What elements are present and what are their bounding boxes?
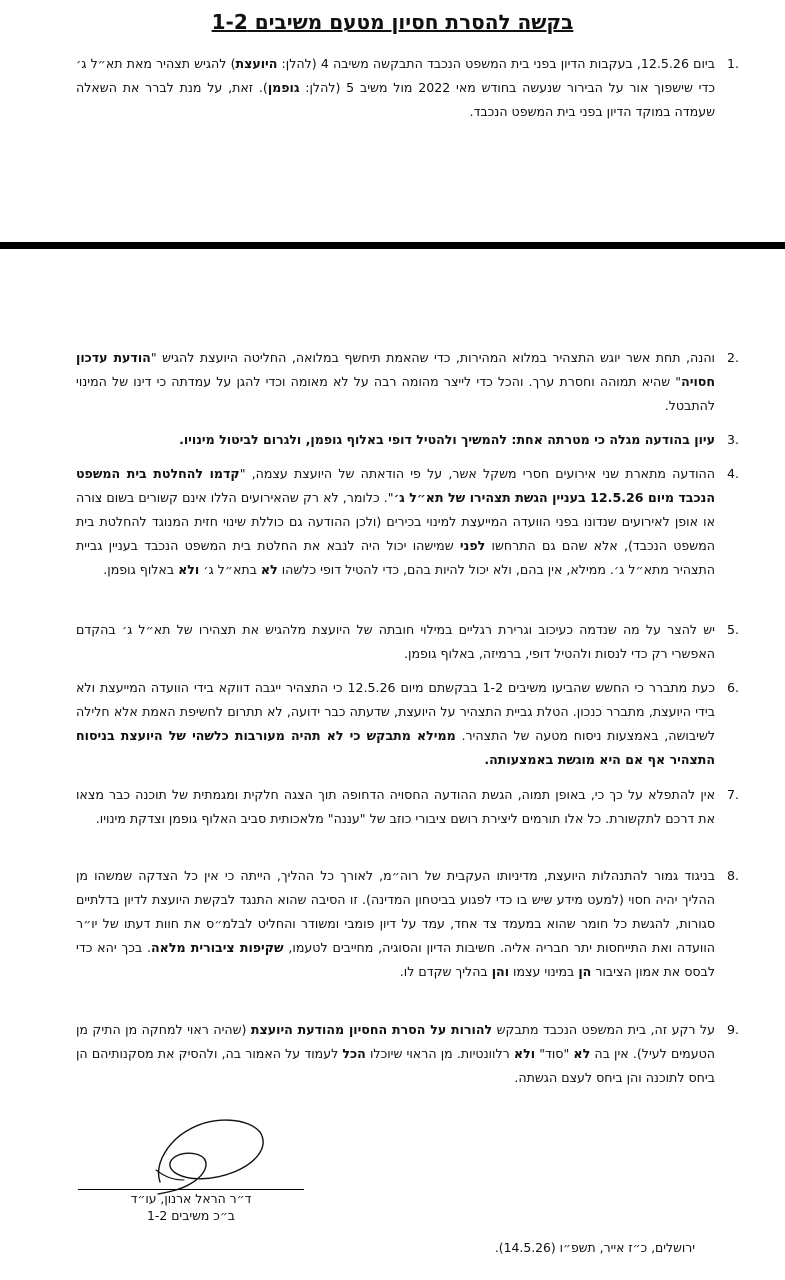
bold-text-segment: הן (578, 964, 592, 979)
bold-text-segment: לא (260, 562, 278, 577)
text-segment: על רקע זה, בית המשפט הנכבד מתבקש (492, 1022, 716, 1037)
paragraph-text (76, 618, 715, 666)
text-segment: יש להצר על מה שנדמה כעיכוב וגרירת רגליים במילוי חובתה של היועצת מלהגיש את תצהירו של תא״ל ג׳ בהקדם האפשרי רק כדי לנסות ולהטיל דופי, ברמיזה, באלוף גופמן. (76, 622, 715, 661)
signatory-role: ב״כ משיבים 1-2 (147, 1208, 235, 1223)
text-segment: במינוי עצמו (509, 964, 579, 979)
bold-text-segment: גופמן (267, 80, 300, 95)
paragraph-text (76, 676, 715, 772)
handwritten-signature (150, 1110, 270, 1195)
paragraph-text (76, 462, 715, 582)
paragraph-text (76, 52, 715, 124)
paragraph-number: .9 (727, 1022, 740, 1037)
bold-text-segment: ולא (178, 562, 200, 577)
text-segment: ). זאת, על מנת לברר את השאלה שעמדה במוקד הדיון בפני בית המשפט הנכבד. (76, 80, 715, 119)
paragraph-2 (76, 346, 740, 418)
bold-text-segment: להורות על הסרת החסיון מהודעת היועצת (250, 1022, 493, 1037)
text-segment: "סוד" (535, 1046, 574, 1061)
bold-text-segment: הכל (342, 1046, 366, 1061)
paragraph-number: .5 (727, 622, 740, 637)
bold-text-segment: עיון בהודעה מגלה כי מטרתה אחת: להמשיך ולהטיל דופי באלוף גופמן, ולגרום לביטול מינויו. (179, 432, 715, 447)
text-segment: . בכך יהא כדי לבסס את אמון הציבור (76, 940, 715, 979)
text-segment: אין להתפלא על כך כי, באופן תמוה, הגשת ההודעה החסויה הדחופה תוך הצגה חלקית ומגמתית של תוכנה כבר מצאו את דרכם לתקשורת. כל אלו תורמים ליצירת רושם ציבורי כוזב של "עננה" מלאכותית סביב האלוף גופמן וצדקת מינויו. (76, 787, 715, 826)
paragraph-6 (76, 676, 740, 772)
bold-text-segment: הודעת עדכון חסויה (76, 350, 715, 389)
paragraph-number: .6 (727, 680, 740, 695)
text-segment: בתא״ל ג׳ (199, 562, 261, 577)
bold-text-segment: היועצת (235, 56, 278, 71)
bold-text-segment: קדמו להחלטת בית המשפט הנכבד מיום 12.5.26 בעניין הגשת תצהירו של תא״ל ג׳ (76, 466, 715, 505)
paragraph-number: .8 (727, 868, 740, 883)
text-segment: ) להגיש תצהיר מאת תא״ל ג׳ כדי שישפוך אור על הבירור שנעשה בחודש מאי 2022 מול משיב 5 (להלן: (76, 56, 715, 95)
paragraph-4 (76, 462, 740, 582)
bold-text-segment: לא (573, 1046, 591, 1061)
text-segment: באלוף גופמן. (103, 562, 179, 577)
paragraph-text (76, 428, 715, 452)
bold-text-segment: ולא (513, 1046, 536, 1061)
text-segment: בניגוד גמור להתנהלות היועצת, מדיניותו העקבית של רוה״מ, לאורך כל ההליך, הייתה כי אין כל הצדקה שמשהו מן ההליך יהיה חסוי (למעט מידע שיש בו כדי לפגוע בביטחון המדינה). זו הסיבה שהוא התנגד לבקשת היועצת לדיון בדלתיים סגורות, להגשת כל חומר שהוא במעמד צד אחד, עמד על דיון פומבי ומשודר והחליט לבלמ״ס את חוות דעתו של יו״ר הוועדה ואת התייחסות יתר חבריה אליה. חשיבות הדיון והסוגיה, מחייבים לטעמו, (76, 868, 716, 955)
bold-text-segment: והן (491, 964, 510, 979)
text-segment: ביום 12.5.26, בעקבות הדיון בפני בית המשפט הנכבד התבקשה משיבה 4 (להלן: (277, 56, 715, 71)
bold-text-segment: לפני (459, 538, 486, 553)
text-segment: והנה, תחת אשר יוגש התצהיר במלוא המהירות, כדי שהאמת תיחשף במלואה, החליטה היועצת להגיש " (150, 350, 715, 365)
paragraph-1 (76, 52, 740, 124)
bold-text-segment: ממילא מתבקש כי לא תהיה מעורבות כלשהי של היועצת בניסוח התצהיר אף אם היא מוגשת באמצעותה. (76, 728, 715, 767)
signatory-name: ד״ר הראל ארנון, עו״ד (130, 1191, 252, 1206)
paragraph-text (76, 346, 715, 418)
paragraph-number: .2 (727, 350, 740, 365)
text-segment: שמישהו יכול היה לנבא את החלטת בית המשפט הנכבד בעניין גביית התצהיר מתא״ל ג׳. ממילא, אין בהם, ולא יכול להיות בהם, כדי להטיל דופי כלשהו (76, 538, 715, 577)
text-segment: " שהיא תמוהה וחסרת ערך. והכל כדי לייצר מהומה רבה על לא מאומה וכדי להגן על עמדתה כי דינו של המינוי להתבטל. (76, 374, 715, 413)
page-break-divider (0, 242, 785, 249)
text-segment: ההודעה מתארת שני אירועים חסרי משקל אשר, על פי הודאתה של היועצת עצמה, " (239, 466, 715, 481)
paragraph-5 (76, 618, 740, 666)
text-segment: רלוונטיות. מן הראוי שיוכלו (365, 1046, 514, 1061)
text-segment: (שהיה ראוי למחקה מן התיק מן הטעמים לעיל). אין בה (76, 1022, 715, 1061)
paragraph-text (76, 1018, 715, 1090)
paragraph-9 (76, 1018, 740, 1090)
document-title: בקשה להסרת חסיון מטעם משיבים 1-2 (211, 10, 574, 34)
text-segment: כעת מתברר כי החשש שהביעו משיבים 1-2 בבקשתם מיום 12.5.26 כי התצהיר ייגבה דווקא בידי הוועדה המייעצת ולא בידי היועצת, מתברר כנכון. הטלת גביית התצהיר על היועצת, שדעתה כבר ידועה, לא תתרום לחשיפת האמת אלא חלילה לשיבושה, באמצעות ניסוח מטעה של התצהיר. (76, 680, 715, 743)
paragraph-8 (76, 864, 740, 984)
text-segment: בהליך שקדם לו. (399, 964, 492, 979)
paragraph-number: .4 (727, 466, 740, 481)
paragraph-3 (76, 428, 740, 452)
paragraph-number: .3 (727, 432, 740, 447)
paragraph-text (76, 864, 715, 984)
date-line: ירושלים, כ״ז אייר, תשפ״ו (14.5.26). (494, 1240, 695, 1255)
bold-text-segment: שקיפות ציבורית מלאה (151, 940, 284, 955)
signature-block (78, 1190, 304, 1224)
paragraph-7 (76, 783, 740, 831)
paragraph-number: .7 (727, 787, 740, 802)
paragraph-text (76, 783, 715, 831)
paragraph-number: .1 (727, 56, 740, 71)
text-segment: ". כלומר, לא רק שהאירועים הללו אינם קשורים בשום צורה או אופן לאירועים שנדונו בפני הוועדה המייעצת למינוי בכירים (ולכן ההודעה גם כוללת שינוי חזית המנוגד להחלטת בית המשפט הנכבד), אלא שהם גם התרחשו (76, 490, 715, 553)
text-segment: לעמוד על האמור בה, ולהסיק את מסקנותיהם הן ביחס לתוכנה והן ביחס לעצם הגשתה. (76, 1046, 715, 1085)
